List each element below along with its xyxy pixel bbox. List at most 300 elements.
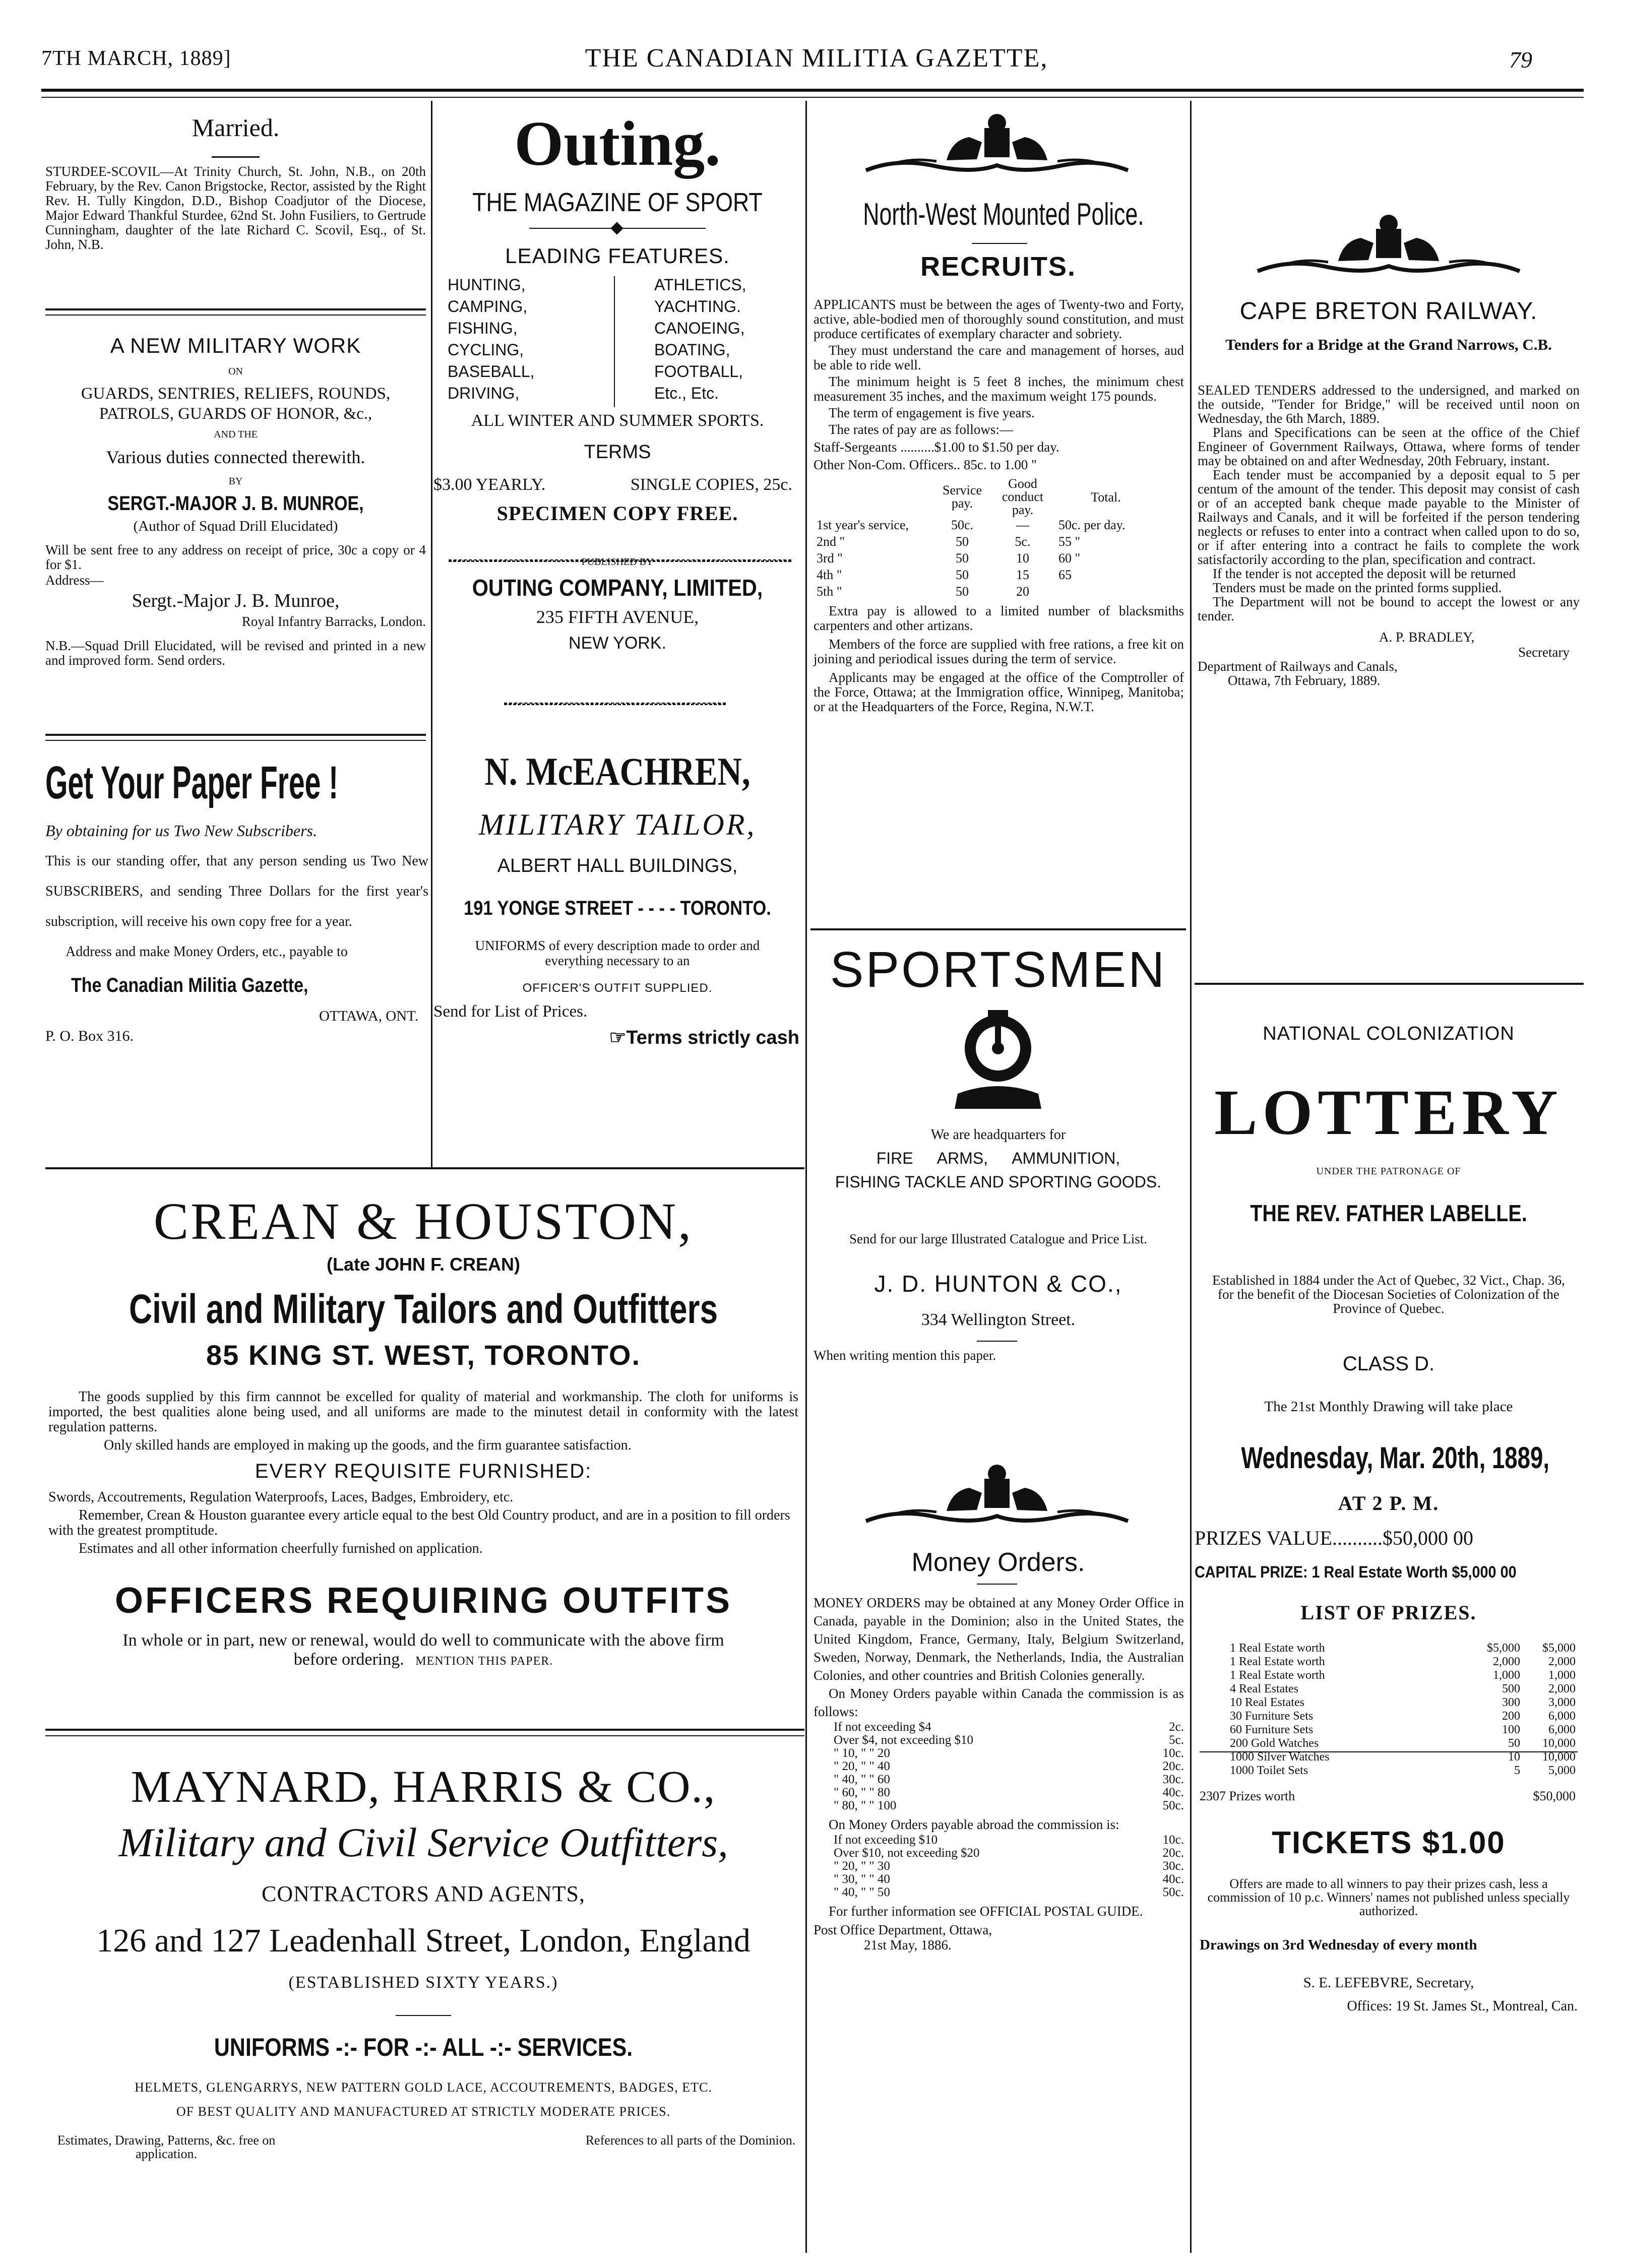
table-cell: " 40, " " 50 [834,1885,890,1899]
table-cell: 50c. per day. [1058,518,1126,532]
money-orders-office: Post Office Department, Ottawa, [814,1922,992,1937]
royal-arms-icon [1247,212,1530,282]
paper-free-address-line: Address and make Money Orders, etc., payable to [66,944,348,960]
lottery-capital: CAPITAL PRIZE: 1 Real Estate Worth $5,000 00 [1195,1563,1517,1581]
cape-breton-subtitle: Tenders for a Bridge at the Grand Narrows, C.B. [1225,336,1552,353]
table-cell: 10,000 [1542,1737,1576,1750]
table-cell: " 60, " " 80 [834,1786,890,1799]
table-cell: 1,000 [1548,1669,1576,1682]
maynard-quality: OF BEST QUALITY AND MANUFACTURED AT STRICTLY MODERATE PRICES. [176,2104,671,2119]
table-row [834,1773,1184,1786]
table-cell: 1 Real Estate worth [1230,1655,1325,1668]
table-cell: " 80, " " 100 [834,1799,897,1812]
military-work-author-note: (Author of Squad Drill Elucidated) [133,518,338,534]
cape-breton-p3: Each tender must be accompanied by a deposit equal to 5 per centum of the amount of the tender. This deposit may consist of cash or of an accepted bank cheque made payable to the Minister of Railways and Canals, and it will be forfeited if the person tendering neglects or refuses to enter into a contract when called upon to do so, or if after entering into a contract he fails to complete the work satisfactorily according to the plan, specification and contract. [1198,467,1580,567]
lottery-list-heading: LIST OF PRIZES. [1300,1601,1477,1624]
table-cell: 2nd " [817,534,845,549]
outing-city: NEW YORK. [569,634,666,653]
money-orders-canada-table [814,1721,1184,1812]
military-work-address-name: Sergt.-Major J. B. Munroe, [132,590,340,611]
table-row [814,550,1156,566]
military-work-nb: N.B.—Squad Drill Elucidated, will be revised and printed in a new and improved form. Send orders. [45,638,426,668]
lottery-pre: NATIONAL COLONIZATION [1263,1023,1515,1044]
table-row [1230,1750,1576,1764]
table-cell: 50 [1508,1737,1520,1750]
cape-breton-bottom-rule [1195,983,1584,985]
table-cell: 60 " [1058,551,1081,565]
cape-breton-body [1198,383,1580,687]
table-cell: 55 " [1058,534,1081,549]
sportsmen-ad [810,937,1186,1446]
crean-p3: Swords, Accoutrements, Regulation Waterproofs, Laces, Badges, Embroidery, etc. [48,1489,514,1505]
nwmp-p5: The rates of pay are as follows:— [829,422,1013,437]
sportsmen-street: 334 Wellington Street. [921,1310,1076,1329]
outing-street: 235 FIFTH AVENUE, [536,607,699,627]
military-work-by: BY [228,476,243,487]
table-row [834,1747,1184,1760]
cape-breton-p6: The Department will not be bound to accept the lowest or any tender. [1198,594,1580,623]
maynard-footer [45,2133,801,2161]
table-header-cell [814,477,934,517]
lottery-tickets: TICKETS $1.00 [1272,1825,1506,1860]
nwmp-p6: Extra pay is allowed to a limited number of blacksmiths carpenters and other artizans. [814,603,1184,633]
outing-features-left [448,274,535,404]
outing-all-sports: ALL WINTER AND SUMMER SPORTS. [471,411,764,430]
married-rule [212,156,260,158]
table-cell: If not exceeding $10 [834,1833,938,1847]
table-cell: 2,000 [1548,1682,1576,1695]
table-cell: 50 [956,584,969,599]
feature-item: CAMPING, [448,297,528,316]
feature-item: HUNTING, [448,276,526,294]
cape-breton-signer: A. P. BRADLEY, [1379,629,1475,645]
table-cell: 10c. [1162,1833,1184,1847]
table-cell: 30c. [1162,1859,1184,1873]
royal-arms-icon [856,111,1138,181]
cape-breton-p1: SEALED TENDERS addressed to the undersigned, and marked on the outside, "Tender for Bridge," will be received until noon on Wednesday, the 6th March, 1889. [1198,383,1580,426]
table-cell: 20c. [1162,1846,1184,1860]
table-cell: 300 [1502,1696,1520,1709]
lottery-offers: Offers are made to all winners to pay their prizes cash, less a commission of 10 p.c. Winners' names not published unless specially authorized. [1207,1876,1570,1918]
nwmp-bottom-rule [810,928,1186,930]
table-cell: " 20, " " 30 [834,1859,890,1873]
crean-text [45,1390,801,1453]
lottery-ad [1195,993,1583,2253]
crean-houston-ad [45,1179,801,1724]
header-date: 7TH MARCH, 1889] [41,47,231,70]
lottery-total-value: $50,000 [1533,1789,1576,1803]
table-cell: 65 [1058,568,1072,582]
table-cell: Over $4, not exceeding $10 [834,1733,974,1747]
outing-features-heading: LEADING FEATURES. [505,244,730,268]
crean-address: 85 KING ST. WEST, TORONTO. [206,1339,641,1371]
table-cell: 60 Furniture Sets [1230,1723,1314,1736]
table-cell: 50c. [951,518,974,532]
mceachren-outfit: OFFICER'S OUTFIT SUPPLIED. [522,981,713,995]
table-cell: 2,000 [1548,1655,1576,1668]
sportsmen-headquarters: We are headquarters for [930,1127,1066,1143]
table-cell: 1 Real Estate worth [1230,1669,1325,1682]
table-cell: 5th " [817,584,842,599]
table-cell: " 40, " " 60 [834,1773,890,1786]
money-orders-p4: For further information see OFFICIAL POSTAL GUIDE. [829,1904,1143,1919]
outing-single: SINGLE COPIES, 25c. [630,475,792,494]
outing-ad [433,101,801,701]
fishing-reel-icon [948,1008,1048,1114]
table-cell: 50 [956,551,969,565]
nwmp-rule [972,243,1027,244]
table-row [834,1721,1184,1734]
crean-p4: Remember, Crean & Houston guarantee every article equal to the best Old Country product, and are in a position to fill orders with the greatest promptitude. [48,1507,790,1538]
lottery-title: LOTTERY [1214,1077,1563,1148]
crean-late: (Late JOHN F. CREAN) [326,1254,521,1275]
lottery-total-label: 2307 Prizes worth [1200,1789,1295,1803]
table-cell: 50c. [1162,1799,1184,1812]
table-cell: 3,000 [1548,1696,1576,1709]
mceachren-street: 191 YONGE STREET - - - - TORONTO. [464,897,771,919]
header-page-number: 79 [1509,47,1532,73]
outing-yearly: $3.00 YEARLY. [433,475,546,494]
table-cell: 5c. [1169,1733,1184,1747]
cape-breton-p4: If the tender is not accepted the deposit will be returned [1213,566,1516,581]
mceachren-terms: ☞Terms strictly cash [609,1027,799,1048]
cape-breton-p2: Plans and Specifications can be seen at the office of the Chief Engineer of Government Railways, Ottawa, where forms of tender may be obtained on and after Wednesday, 20th February, instant. [1198,425,1580,468]
lottery-table-rule [1200,1751,1578,1752]
table-row [1230,1669,1576,1682]
nwmp-p1: APPLICANTS must be between the ages of Twenty-two and Forty, active, able-bodied men of thoroughly sound constitution, and must produce certificates of exemplary character and sobriety. [814,297,1184,341]
military-work-address-place: Royal Infantry Barracks, London. [241,614,426,629]
outing-ornament-rule [433,218,801,238]
military-work-bottom-rule-2 [45,740,426,741]
table-cell: 10 [1508,1750,1520,1763]
lottery-drawings: Drawings on 3rd Wednesday of every month [1200,1937,1477,1953]
table-row [834,1734,1184,1747]
paper-free-box: P. O. Box 316. [45,1028,134,1044]
table-cell: 200 [1502,1710,1520,1723]
crean-p2: Only skilled hands are employed in making up the goods, and the firm guarantee satisfaction. [104,1437,632,1453]
money-orders-heading: Money Orders. [911,1548,1085,1577]
military-work-bottom-rule [45,734,426,736]
maynard-address: 126 and 127 Leadenhall Street, London, England [96,1922,751,1959]
lottery-patronage: UNDER THE PATRONAGE OF [1316,1166,1461,1177]
maynard-trade: Military and Civil Service Outfitters, [118,1819,728,1865]
table-cell: 50 [956,568,969,582]
lottery-date: Wednesday, Mar. 20th, 1889, [1241,1441,1550,1475]
feature-item: FISHING, [448,319,518,337]
maynard-references: References to all parts of the Dominion. [585,2133,796,2148]
mceachren-ad [433,736,801,1169]
sportsmen-firm: J. D. HUNTON & CO., [874,1271,1122,1297]
table-cell: " 20, " " 40 [834,1759,890,1773]
feature-item: YACHTING. [654,297,741,316]
table-cell: 1,000 [1493,1669,1520,1682]
table-row [814,566,1156,583]
feature-item: CYCLING, [448,341,524,359]
table-cell: 6,000 [1548,1723,1576,1736]
money-orders-ad [810,1462,1186,2253]
table-row [834,1786,1184,1799]
nwmp-p7: Members of the force are supplied with free rations, a free kit on joining and periodical issues during the term of service. [814,637,1184,666]
table-cell: 50 [956,534,969,549]
table-cell: " 10, " " 20 [834,1746,890,1760]
table-cell: 30c. [1162,1773,1184,1786]
crean-p1: The goods supplied by this firm cannnot be excelled for quality of material and workmanship. The cloth for uniforms is imported, the best qualities alone being used, and all uniforms are made to the minutest detail in conformity with the latest regulation patterns. [48,1389,798,1435]
royal-arms-icon [856,1462,1138,1532]
lottery-drawing: The 21st Monthly Drawing will take place [1264,1399,1513,1415]
military-work-on: ON [228,366,243,377]
table-row [1230,1682,1576,1696]
officers-body-text: In whole or in part, new or renewal, would do well to communicate with the above firm before ordering. [122,1631,724,1669]
maynard-rule [396,2015,451,2016]
table-cell: 10 [1016,551,1029,565]
outing-features-right [654,274,746,404]
cape-breton-ad [1195,101,1583,968]
table-row [814,583,1156,600]
military-work-heading: A NEW MILITARY WORK [110,334,361,357]
table-cell: 1000 Silver Watches [1230,1750,1330,1763]
table-cell [1055,583,1156,600]
nwmp-recruits: RECRUITS. [920,251,1076,282]
lottery-patron: THE REV. FATHER LABELLE. [1250,1200,1527,1226]
table-cell: 10c. [1162,1746,1184,1760]
paper-free-body: This is our standing offer, that any person sending us Two New SUBSCRIBERS, and sending Three Dollars for the first year's subscription, will receive his own copy free for a year. [45,853,428,929]
maynard-harris-ad [45,1744,801,2253]
table-cell: 200 Gold Watches [1230,1737,1319,1750]
paper-free-heading: Get Your Paper Free ! [45,757,339,808]
outing-publisher: OUTING COMPANY, LIMITED, [472,575,763,601]
money-orders-p1: MONEY ORDERS may be obtained at any Money Order Office in Canada, payable in the Dominion; also in the United States, the United Kingdom, France, Germany, Italy, Belgium Switzerland, Sweden, Norway, Denmark, the Netherlands, India, the Australian Colonies, and other countries and British Colonies generally. [814,1595,1184,1683]
cape-breton-dept: Department of Railways and Canals, [1198,659,1398,674]
crean-p5: Estimates and all other information cheerfully furnished on application. [79,1541,483,1556]
sportsmen-line1: FIRE ARMS, AMMUNITION, [876,1149,1120,1167]
table-row [1230,1764,1576,1778]
outing-title: Outing. [514,109,721,179]
lottery-established: Established in 1884 under the Act of Quebec, 32 Vict., Chap. 36, for the benefit of the Diocesan Societies of Colonization of the Province of Quebec. [1212,1273,1565,1316]
officers-heading: OFFICERS REQUIRING OUTFITS [114,1581,732,1621]
nwmp-pay-table [814,477,1156,600]
table-row [834,1873,1184,1886]
military-work-topics: GUARDS, SENTRIES, RELIEFS, ROUNDS, PATROLS, GUARDS OF HONOR, &c., [81,385,391,423]
nwmp-title: North-West Mounted Police. [863,197,1144,232]
lottery-offices: Offices: 19 St. James St., Montreal, Can. [1347,1998,1578,2014]
table-cell: 15 [1016,568,1029,582]
nwmp-p2: They must understand the care and management of horses, aud be able to ride well. [814,343,1184,372]
sportsmen-mention: When writing mention this paper. [814,1348,996,1363]
nwmp-noncom: Other Non-Com. Officers.. 85c. to 1.00 " [814,457,1037,472]
military-work-ad [45,328,426,711]
sportsmen-catalogue: Send for our large Illustrated Catalogue and Price List. [849,1231,1148,1246]
table-cell: 500 [1502,1682,1520,1695]
outing-terms-heading: TERMS [584,442,651,463]
column-divider-1 [431,101,432,1169]
table-cell: 2c. [1169,1720,1184,1734]
maynard-uniforms: UNIFORMS -:- FOR -:- ALL -:- SERVICES. [214,2033,633,2061]
table-header-cell: Total. [1091,489,1121,505]
diamond-ornament-icon [610,222,623,234]
nwmp-p3: The minimum height is 5 feet 8 inches, the minimum chest measurement 35 inches, and the maximum weight 175 pounds. [814,374,1184,404]
table-row [1230,1655,1576,1669]
paper-free-ad [45,751,428,1164]
money-orders-p3: On Money Orders payable abroad the commission is: [829,1817,1119,1832]
maynard-established: (ESTABLISHED SIXTY YEARS.) [288,1973,558,1992]
table-row [1230,1696,1576,1710]
nwmp-staff: Staff-Sergeants ..........$1.00 to $1.50 per day. [814,439,1059,455]
header-rule-2 [41,97,1584,98]
table-cell: $5,000 [1542,1642,1576,1655]
table-row [814,517,1156,533]
money-orders-rule [977,1584,1017,1585]
table-cell: 4 Real Estates [1230,1682,1298,1695]
cape-breton-date: Ottawa, 7th February, 1889. [1228,673,1381,688]
military-work-duties: Various duties connected therewith. [106,447,365,467]
lottery-time: AT 2 P. M. [1338,1492,1440,1515]
maynard-name: MAYNARD, HARRIS & CO., [131,1762,716,1812]
feature-item: BASEBALL, [448,362,535,381]
married-text: STURDEE-SCOVIL—At Trinity Church, St. John, N.B., on 20th February, by the Rev. Canon Brigstocke, Rector, assisted by the Right Rev. H. Tully Kingdon, D.D., Bishop Coadjutor of the Diocese, Major Edward Thankful Sturdee, 62nd St. John Fusiliers, to Gertrude Cunningham, daughter of the late Richard C. Scovil, Esq., of St. John, N.B. [45,164,426,252]
nwmp-pay-header [814,477,1156,517]
table-cell: 1 Real Estate worth [1230,1642,1325,1655]
column-divider-3 [1190,101,1192,2253]
table-cell: 50c. [1162,1885,1184,1899]
lottery-prize-table [1230,1642,1576,1778]
feature-item: Etc., Etc. [654,384,719,402]
paper-free-subheading: By obtaining for us Two New Subscribers. [45,822,317,840]
officers-mention: MENTION THIS PAPER. [415,1655,553,1668]
outing-specimen: SPECIMEN COPY FREE. [496,502,738,525]
crean-bottom-rule-2 [45,1735,804,1736]
lottery-class: CLASS D. [1342,1353,1435,1375]
military-work-address-label: Address— [45,573,104,588]
table-cell: $5,000 [1487,1642,1520,1655]
mceachren-trade: MILITARY TAILOR, [478,808,757,841]
feature-item: CANOEING, [654,319,745,337]
table-row [1230,1723,1576,1737]
feature-item: DRIVING, [448,384,520,402]
table-cell: 20 [1016,584,1029,599]
lottery-prizes-value: PRIZES VALUE..........$50,000 00 [1195,1527,1474,1549]
table-header-cell: Service pay. [943,483,982,511]
sportsmen-rule [977,1341,1017,1342]
table-row [814,533,1156,550]
table-header-cell: Good conduct pay. [1002,476,1044,517]
table-cell: 1000 Toilet Sets [1230,1764,1308,1777]
table-row [834,1847,1184,1860]
table-cell: 40c. [1162,1872,1184,1886]
cape-breton-title: CAPE BRETON RAILWAY. [1239,298,1538,325]
money-orders-date: 21st May, 1886. [864,1937,952,1952]
outing-subtitle: THE MAGAZINE OF SPORT [472,188,763,217]
table-row [1230,1710,1576,1723]
sportsmen-heading: SPORTSMEN [830,941,1167,998]
table-row [834,1860,1184,1873]
sportsmen-line2: FISHING TACKLE AND SPORTING GOODS. [835,1173,1162,1191]
table-cell: 3rd " [817,551,843,565]
money-orders-abroad-table [814,1834,1184,1899]
feature-item: ATHLETICS, [654,276,746,294]
nwmp-p8: Applicants may be engaged at the office of the Comptroller of the Force, Ottawa; at the Immigration office, Winnipeg, Manitoba; or at the Headquarters of the Force, Regina, N.W.T. [814,670,1184,714]
outing-published-by: PUBLISHED BY [581,556,654,568]
feature-item: BOATING, [654,341,730,359]
officers-body [45,1631,801,1671]
lottery-secretary: S. E. LEFEBVRE, Secretary, [1303,1975,1474,1991]
table-row [834,1760,1184,1773]
military-work-and-the: AND THE [214,429,258,440]
outing-features [433,274,801,409]
table-cell: 4th " [817,568,842,582]
table-cell: 30 Furniture Sets [1230,1710,1314,1723]
married-bottom-rule [45,308,426,310]
mceachren-prices: Send for List of Prices. [433,1002,588,1021]
table-cell: 10,000 [1542,1750,1576,1763]
military-work-offer: Will be sent free to any address on receipt of price, 30c a copy or 4 for $1. [45,542,426,572]
table-row [1230,1642,1576,1655]
table-cell: 5 [1514,1764,1520,1777]
table-cell: 1st year's service, [817,518,909,532]
nwmp-body [814,297,1184,714]
mceachren-uniforms: UNIFORMS of every description made to order and everything necessary to an [475,938,760,968]
table-cell: — [1016,518,1029,532]
mceachren-name: N. McEACHREN, [484,749,751,793]
outing-rule [449,559,791,562]
table-cell: 2,000 [1493,1655,1520,1668]
table-cell: 20c. [1162,1759,1184,1773]
table-cell: 10 Real Estates [1230,1696,1304,1709]
table-cell: 40c. [1162,1786,1184,1799]
column-divider-2 [805,101,807,2253]
paper-free-city: OTTAWA, ONT. [319,1008,418,1024]
outing-bottom-dash [504,703,726,705]
lottery-total [1200,1789,1576,1804]
money-orders-p2: On Money Orders payable within Canada the commission is as follows: [814,1686,1184,1719]
crean-requisite: EVERY REQUISITE FURNISHED: [255,1460,592,1482]
crean-text-2 [45,1490,801,1556]
table-row [834,1834,1184,1847]
married-notice [45,106,426,307]
table-cell: 5c. [1015,534,1031,549]
crean-bottom-rule [45,1729,804,1731]
paper-free-gazette: The Canadian Militia Gazette, [71,974,308,996]
table-row [834,1886,1184,1899]
cape-breton-signer-title: Secretary [1518,645,1570,660]
cape-breton-p5: Tenders must be made on the printed forms supplied. [1213,580,1502,595]
table-cell: " 30, " " 40 [834,1872,890,1886]
money-orders-body [814,1594,1184,1952]
header-title: THE CANADIAN MILITIA GAZETTE, [585,44,1048,73]
table-cell: 6,000 [1548,1710,1576,1723]
nwmp-p4: The term of engagement is five years. [829,405,1035,420]
maynard-items: HELMETS, GLENGARRYS, NEW PATTERN GOLD LACE, ACCOUTREMENTS, BADGES, ETC. [135,2080,712,2095]
header-rule [41,89,1584,92]
crean-trade: Civil and Military Tailors and Outfitters [129,1286,718,1332]
nwmp-ad [810,101,1186,917]
outing-prices [433,475,801,494]
mceachren-building: ALBERT HALL BUILDINGS, [497,855,738,876]
military-work-author: SERGT.-MAJOR J. B. MUNROE, [107,492,364,515]
crean-name: CREAN & HOUSTON, [153,1192,694,1250]
feature-item: FOOTBALL, [654,362,743,381]
table-row [834,1799,1184,1812]
maynard-contractors: CONTRACTORS AND AGENTS, [262,1881,585,1906]
table-cell: 5,000 [1548,1764,1576,1777]
married-heading: Married. [192,113,280,142]
table-cell: 100 [1502,1723,1520,1736]
table-row [1230,1737,1576,1750]
maynard-estimates: Estimates, Drawing, Patterns, &c. free on application. [57,2133,276,2161]
table-cell: Over $10, not exceeding $20 [834,1846,980,1860]
left-section-rule [45,1167,804,1169]
table-cell: If not exceeding $4 [834,1720,931,1734]
married-bottom-rule-2 [45,314,426,316]
